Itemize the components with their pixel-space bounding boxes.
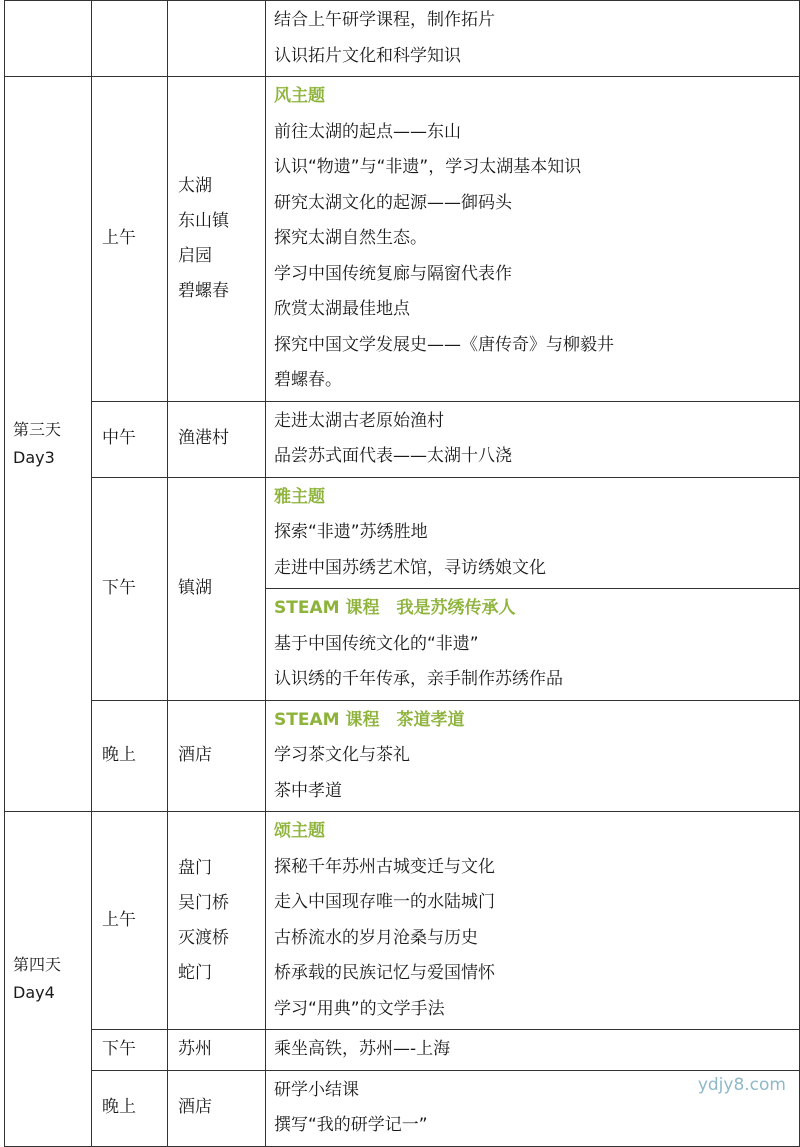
activity-line: 碧螺春。 [274,370,342,390]
time-cell: 下午 [92,477,168,700]
table-row [5,1070,800,1146]
activity-line: 学习“用典”的文学手法 [274,998,445,1019]
activity-line: 结合上午研学课程，制作拓片 [274,10,495,30]
place-name: 灭渡桥 [178,927,229,948]
itinerary-table [4,0,800,1147]
day-sub-label: Day3 [13,448,55,467]
theme-heading: 颂主题 [274,821,325,841]
table-row [5,77,800,402]
activity-line: 撰写“我的研学记一” [274,1115,428,1135]
place-cell: 渔港村 [168,401,266,477]
activity-line: 探究太湖自然生态。 [274,228,427,248]
watermark: ydjy8.com [697,1075,786,1095]
table-row [5,477,800,589]
place-cell [168,77,266,402]
theme-heading: 雅主题 [274,486,325,507]
day-sub-label: Day4 [13,982,55,1002]
activity-cell [266,700,800,812]
time-cell: 上午 [92,812,168,1030]
day-label: 第四天 [13,954,62,974]
time-cell: 上午 [92,77,168,402]
table-row [5,700,800,812]
activity-line: 研究太湖文化的起源——御码头 [274,192,512,213]
theme-heading: STEAM 课程 茶道孝道 [274,709,465,730]
time-cell: 下午 [92,1030,168,1071]
activity-cell [266,477,800,589]
place-name: 吴门桥 [178,892,229,913]
activity-line: 探索“非遗”苏绣胜地 [274,522,428,542]
activity-line: 茶中孝道 [274,780,342,801]
place-cell: 镇湖 [168,477,266,700]
place-name: 蛇门 [178,962,212,983]
table-row [5,1030,800,1071]
place-name: 盘门 [178,857,212,878]
place-name: 太湖 [178,175,212,196]
day-label: 第三天 [13,420,62,439]
day-cell-empty [5,1,92,77]
theme-heading: STEAM 课程 我是苏绣传承人 [274,598,516,618]
activity-line: 走进太湖古老原始渔村 [274,410,444,431]
activity-line: 探究中国文学发展史——《唐传奇》与柳毅井 [274,334,614,355]
activity-line: 认识“物遗”与“非遗”，学习太湖基本知识 [274,157,582,177]
activity-cell [266,77,800,402]
time-cell: 中午 [92,401,168,477]
theme-heading: 风主题 [274,86,325,106]
place-cell [168,812,266,1030]
activity-cell [266,1030,800,1071]
table-row [5,401,800,477]
time-cell: 晚上 [92,700,168,812]
table-row [5,1,800,77]
activity-line: 欣赏太湖最佳地点 [274,299,410,319]
day4-cell [5,812,92,1147]
place-cell: 酒店 [168,1070,266,1146]
activity-line: 走入中国现存唯一的水陆城门 [274,892,495,912]
activity-cell [266,1,800,77]
place-cell-empty [168,1,266,77]
activity-line: 认识拓片文化和科学知识 [274,45,461,66]
activity-line: 学习茶文化与茶礼 [274,745,410,765]
activity-line: 学习中国传统复廊与隔窗代表作 [274,263,512,284]
table-row [5,812,800,1030]
activity-cell [266,401,800,477]
activity-line: 走进中国苏绣艺术馆，寻访绣娘文化 [274,557,546,578]
activity-line: 前往太湖的起点——东山 [274,121,461,142]
place-name: 碧螺春 [178,280,229,301]
activity-cell [266,589,800,701]
activity-cell [266,812,800,1030]
place-cell: 酒店 [168,700,266,812]
activity-line: 研学小结课 [274,1079,359,1100]
activity-line: 探秘千年苏州古城变迁与文化 [274,856,495,877]
place-cell: 苏州 [168,1030,266,1071]
time-cell: 晚上 [92,1070,168,1146]
activity-line: 基于中国传统文化的“非遗” [274,633,479,654]
activity-line: 乘坐高铁，苏州—-上海 [274,1039,451,1059]
activity-line: 古桥流水的岁月沧桑与历史 [274,927,478,948]
activity-line: 桥承载的民族记忆与爱国情怀 [274,963,495,983]
activity-line: 品尝苏式面代表——太湖十八浇 [274,446,512,466]
place-name: 东山镇 [178,210,229,231]
place-name: 启园 [178,245,212,266]
day3-cell [5,77,92,812]
time-cell-empty [92,1,168,77]
activity-line: 认识绣的千年传承，亲手制作苏绣作品 [274,669,563,689]
